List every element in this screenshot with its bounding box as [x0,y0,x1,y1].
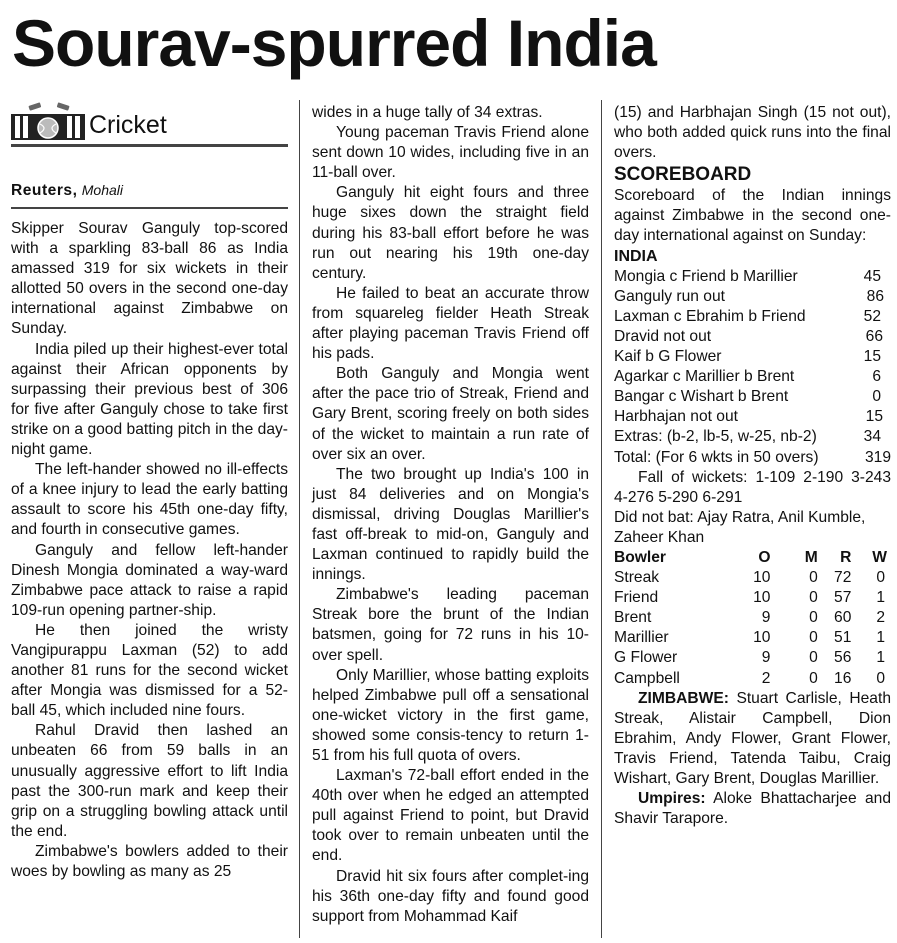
paragraph: The two brought up India's 100 in just 84 deliveries and on Mongia's dismissal, driving Douglas Marillier's fast off-break to mid-on, Ganguly and Laxman continued to rapidly build the innings. [312,465,589,584]
did-not-bat: Did not bat: Ajay Ratra, Anil Kumble, Zaheer Khan [614,508,866,546]
headline: Sourav-spurred India [12,6,656,80]
batting-row: Laxman c Ebrahim b Friend 52 [614,307,881,325]
bowling-table [614,548,891,689]
column-2 [312,103,589,927]
batting-row: Dravid not out 66 [614,327,883,345]
section-rule [11,144,288,147]
column-divider [601,100,602,938]
column-divider [299,100,300,938]
batting-row: Kaif b G Flower 15 [614,348,881,366]
batting-row: Harbhajan not out 15 [614,408,883,426]
batting-row: Ganguly run out 86 [614,287,884,305]
paragraph: Only Marillier, whose batting exploits helped Zimbabwe pull off a sensational one-wicket victory in the first game, showed some consis-tency to return 1-51 from his full quota of overs. [312,666,589,764]
scoreboard-title: SCOREBOARD [614,164,752,186]
zimbabwe-players: Stuart Carlisle, Heath Streak, Alistair Campbell, Dion Ebrahim, Andy Flower, Grant Flower, Travis Friend, Tatenda Taibu, Craig Wishart, Gary Brent, Douglas Marillier. [614,689,891,787]
paragraph: (15) and Harbhajan Singh (15 not out), who both added quick runs into the final overs. [614,104,891,162]
paragraph: The left-hander showed no ill-effects of a knee injury to lead the early batting assault to score his 45th one-day fifty, and fourth in consecutive games. [11,461,288,539]
paragraph: Laxman's 72-ball effort ended in the 40th over when he edged an attempted pull against Friend to point, but Dravid took over to remain unbeaten until the end. [312,767,589,865]
dateline [11,180,123,201]
fall-of-wickets: Fall of wickets: 1-109 2-190 3-243 4-276 5-290 6-291 [614,468,891,506]
paragraph: Both Ganguly and Mongia went after the pace trio of Streak, Friend and Gary Brent, scoring freely on both sides of the wicket to maintain a run rate of over six an over. [312,365,589,463]
paragraph: He failed to beat an accurate throw from squareleg fielder Heath Streak after playing paceman Travis Friend off his pads. [312,284,589,363]
dateline-place: Mohali [81,182,123,198]
batting-row: Bangar c Wishart b Brent 0 [614,388,881,406]
umpires-names: Aloke Bhattacharjee and Shavir Tarapore. [614,790,891,828]
paragraph: Dravid hit six fours after complet-ing his 36th one-day fifty and found good support from Mohammad Kaif [312,867,589,925]
team-name: INDIA [614,247,658,265]
umpires-label: Umpires: [638,790,706,808]
bowling-row: Streak 10 0 72 0 [614,569,885,587]
section-header [11,100,288,148]
paragraph: Young paceman Travis Friend alone sent down 10 wides, including five in an 11-ball over. [312,124,589,182]
zimbabwe-squad [614,689,891,789]
bowling-row: Brent 9 0 60 2 [614,609,885,627]
cricket-stumps-ball-icon [11,102,85,142]
section-label: Cricket [89,111,167,139]
scoreboard-intro: Scoreboard of the Indian innings against Zimbabwe in the second one-day international against on Sunday: [614,187,891,245]
umpires [614,789,891,829]
zimbabwe-label: ZIMBABWE: [638,689,729,707]
paragraph: wides in a huge tally of 34 extras. [312,104,543,121]
paragraph: Skipper Sourav Ganguly top-scored with a sparkling 83-ball 86 as India amassed 319 for six wickets in their allotted 50 overs in the second one-day international against Zimbabwe on Sunday. [11,220,288,338]
paragraph: Zimbabwe's bowlers added to their woes by bowling as many as 25 [11,842,288,880]
paragraph: Ganguly hit eight fours and three huge sixes down the straight field during his 83-ball effort before he was run out nearing his 19th one-day century. [312,184,589,282]
batting-row: Extras: (b-2, lb-5, w-25, nb-2) 34 [614,428,881,446]
paragraph: India piled up their highest-ever total against their African opponents by surpassing their previous best of 306 for five after Ganguly chose to take first strike on a good batting pitch in the day-night game. [11,340,288,459]
column-1 [11,219,288,882]
bowling-row: G Flower 9 0 56 1 [614,649,885,667]
paragraph: Zimbabwe's leading paceman Streak bore the brunt of the Indian batsmen, going for 72 runs in his 10-over spell. [312,586,589,664]
batting-row: Mongia c Friend b Marillier 45 [614,267,881,285]
dateline-rule [11,207,288,209]
batting-list [614,267,891,468]
paragraph: He then joined the wristy Vangipurappu Laxman (52) to add another 81 runs for the second wicket after Mongia was dismissed for a 52-ball 45, which included nine fours. [11,621,288,720]
column-3 [614,103,891,829]
bowling-header-row: Bowler O M R W [614,548,887,566]
batting-row: Total: (For 6 wkts in 50 overs) 319 [614,448,891,466]
paragraph: Ganguly and fellow left-hander Dinesh Mongia dominated a way-ward Zimbabwe pace attack to raise a rapid 109-run opening partner-ship. [11,541,288,619]
batting-row: Agarkar c Marillier b Brent 6 [614,368,881,386]
bowling-row: Campbell 2 0 16 0 [614,669,885,687]
dateline-agency: Reuters, [11,182,78,199]
bowling-row: Marillier 10 0 51 1 [614,629,885,647]
bowling-row: Friend 10 0 57 1 [614,589,885,607]
paragraph: Rahul Dravid then lashed an unbeaten 66 from 59 balls in an unusually aggressive effort to lift India past the 300-run mark and keep their grip on a struggling bowling attack until the end. [11,722,288,840]
